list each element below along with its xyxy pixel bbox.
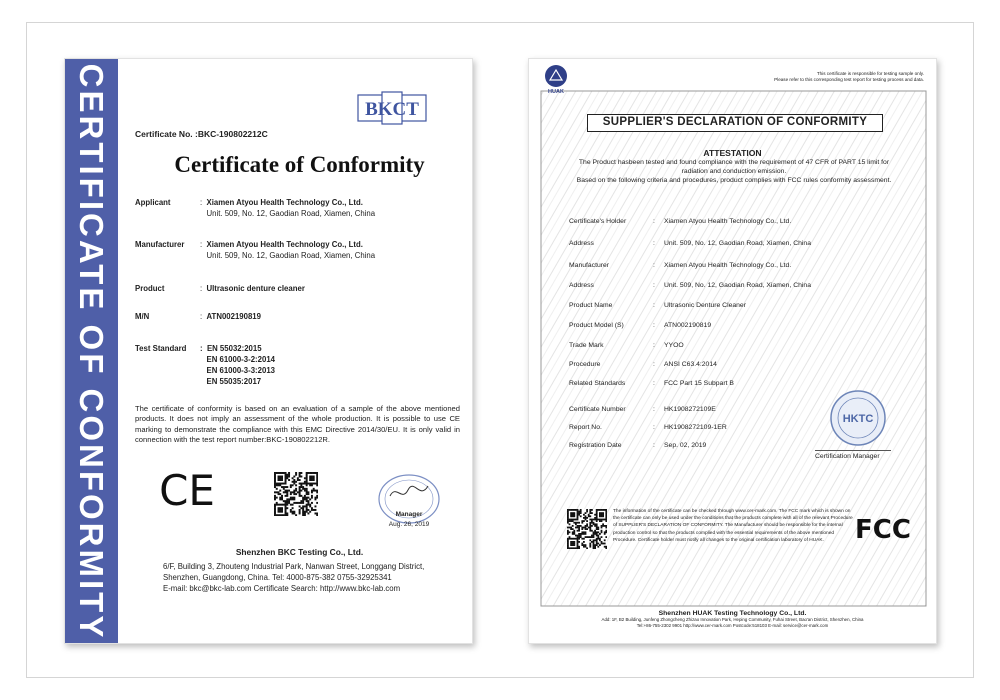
- side-banner-text: CERTIFICATE OF CONFORMITY: [73, 63, 110, 641]
- detail-colon: :: [653, 218, 655, 225]
- bkct-logo: [356, 91, 428, 125]
- detail-value: Unit. 509, No. 12, Gaodian Road, Xiamen, China: [664, 240, 811, 247]
- fcc-certificate: [528, 58, 937, 644]
- model-label: M/N: [135, 312, 150, 321]
- standard-item: EN 61000-3-2:2014: [206, 355, 275, 364]
- manager-signature-seal: [372, 472, 446, 530]
- detail-value: HK1908272109E: [664, 406, 716, 413]
- bkct-logo-text: BKCT: [365, 99, 419, 120]
- manufacturer-label: Manufacturer: [135, 240, 185, 249]
- conformity-statement: The certificate of conformity is based on an evaluation of a sample of the above mentioned products. It does not imply an assessment of the whole production. It is possible to use CE marking to demonstrate the compliance with this EMC Directive 2014/30/EU. It is only valid in connection with the test report number:BKC-190802212R.: [135, 404, 460, 445]
- standard-item: EN 61000-3-3:2013: [206, 366, 275, 375]
- standard-item: EN 55032:2015: [206, 344, 262, 353]
- ce-certificate: CERTIFICATE OF CONFORMITY BKCT Certificate No. :BKC-190802212C Certificate of Conformity Applicant : Xiamen Atyou Health Technology Co., Ltd. Unit. 509, No. 12, Gaodian Road, Xiamen, China Manufacturer : Xiamen Atyou Health Technology Co., Ltd. Unit. 509, No. 12, Gaodian Road, Xiamen, China Product : Ultrasonic denture cleaner M/N : ATN002190819 Test Standard : EN 55032:2015 EN 61000-3-2:2014 EN 61000-3-3:2013 EN 55035:2017 The certificate of conformity is based on an evaluation of a sample of the above mentioned products. It does not imply an assessment of the whole production. It is possible to use CE marking to demonstrate the compliance with this EMC Directive 2014/30/EU. It is only valid in connection with the test report number:BKC-190802212R. CE Manager Aug. 26, 2019 Shenzhen BKC Testing Co., Ltd. 6/F, Building 3, Zhouteng Industrial Park, Nanwan Street, Longgang District, Shenzhen, Guangdong, China. Tel: 4000-875-382 0755-32925341 E-mail: bkc@bkc-lab.com Certificate Search: http://www.bkc-lab.com: [64, 58, 473, 644]
- certificate-number: Certificate No. :BKC-190802212C: [135, 129, 268, 139]
- certification-manager: Certification Manager: [815, 453, 880, 460]
- fcc-mark-note: The information of the certificate can be checked through www.cer-mark.com. The FCC mark which is shown on the certificate can only be used under the conditions that the products complete with all of the relevant Procedure of SUPPLIER'S DECLARATION OF CONFORMITY. The Manufacturer should be responsible for the internal production control so that the products complied with the essential requirements of the above mentioned Procedure. Certificate holder must notify all changes to the original certification laboratory of HUAK.: [613, 509, 853, 543]
- test-standard-label: Test Standard: [135, 344, 187, 353]
- qr-code-icon: [274, 472, 318, 516]
- detail-colon: :: [653, 406, 655, 413]
- detail-colon: :: [653, 240, 655, 247]
- attestation-text: The Product hasbeen tested and found compliance with the requirement of 47 CFR of PART 15 limit for radiation and conduction emission. Based on the following criteria and procedures, product complies with FCC rules conformity assessment.: [576, 159, 892, 185]
- detail-value: ATN002190819: [664, 322, 712, 329]
- certificate-title: Certificate of Conformity: [174, 152, 425, 177]
- hktc-seal-icon: [829, 389, 887, 447]
- signature-date: Aug. 26, 2019: [388, 521, 430, 528]
- bkc-footer: [125, 547, 473, 594]
- fcc-logo-icon: [855, 507, 911, 547]
- model-value: ATN002190819: [206, 312, 261, 321]
- detail-label: Registration Date: [569, 442, 622, 449]
- standard-item: EN 55035:2017: [206, 377, 262, 386]
- huak-footer: [529, 610, 936, 629]
- detail-label: Certificate Number: [569, 406, 626, 413]
- detail-label: Product Model (S): [569, 322, 624, 329]
- detail-label: Related Standards: [569, 380, 626, 387]
- detail-value: Unit. 509, No. 12, Gaodian Road, Xiamen, China: [664, 282, 811, 289]
- detail-value: YYOO: [664, 342, 684, 349]
- detail-colon: :: [653, 361, 655, 368]
- product-label: Product: [135, 284, 165, 293]
- qr-code-icon: [567, 509, 607, 549]
- huak-company-name: Shenzhen HUAK Testing Technology Co., Ltd.: [658, 610, 807, 617]
- huak-contact: Tel:+86-755-2302 9901 http://www.cer-mark.com Postcode:518103 E-mail: service@cer-mark.com: [636, 623, 829, 629]
- detail-label: Manufacturer: [569, 262, 610, 269]
- detail-label: Report No.: [569, 424, 602, 431]
- attestation-heading: ATTESTATION: [703, 148, 762, 158]
- detail-colon: :: [653, 302, 655, 309]
- product-value: Ultrasonic denture cleaner: [206, 284, 305, 293]
- ce-mark-icon: [151, 467, 223, 511]
- detail-colon: :: [653, 282, 655, 289]
- detail-value: HK1908272109-1ER: [664, 424, 727, 431]
- declaration-title: SUPPLIER'S DECLARATION OF CONFORMITY: [587, 114, 883, 132]
- detail-colon: :: [653, 380, 655, 387]
- detail-label: Address: [569, 240, 594, 247]
- detail-colon: :: [653, 342, 655, 349]
- detail-label: Certificate's Holder: [569, 218, 627, 225]
- huak-logo: [541, 63, 571, 95]
- applicant-value: : Xiamen Atyou Health Technology Co., Ltd. Unit. 509, No. 12, Gaodian Road, Xiamen, China: [200, 198, 376, 218]
- manufacturer-address: Unit. 509, No. 12, Gaodian Road, Xiamen, China: [206, 251, 376, 260]
- guilloche-background: [529, 59, 936, 643]
- top-note: This certificate is responsible for testing sample only. Please refer to this corresponding test report for testing process and data.: [774, 71, 924, 82]
- detail-colon: :: [653, 424, 655, 431]
- detail-value: FCC Part 15 Subpart B: [664, 380, 734, 387]
- applicant-address: Unit. 509, No. 12, Gaodian Road, Xiamen, China: [206, 209, 376, 218]
- detail-label: Address: [569, 282, 594, 289]
- bkc-address-1: 6/F, Building 3, Zhouteng Industrial Park, Nanwan Street, Longgang District,: [163, 562, 425, 571]
- manufacturer-value: : Xiamen Atyou Health Technology Co., Ltd. Unit. 509, No. 12, Gaodian Road, Xiamen, China: [200, 240, 376, 260]
- manufacturer-name: Xiamen Atyou Health Technology Co., Ltd.: [206, 240, 363, 249]
- svg-text:FCC: FCC: [855, 515, 911, 545]
- huak-address: Add: 1F, B2 Building, Junfeng Zhongcheng Zhizao Innovation Park, Heping Community, Fuhai Street, Bao'an District, Shenzhen, China: [601, 617, 864, 622]
- svg-text:CE: CE: [159, 467, 215, 511]
- svg-text:HKTC: HKTC: [842, 413, 874, 425]
- detail-label: Product Name: [569, 302, 613, 309]
- detail-colon: :: [653, 442, 655, 449]
- detail-value: Xiamen Atyou Health Technology Co., Ltd.: [664, 218, 792, 225]
- detail-label: Trade Mark: [569, 342, 604, 349]
- signature-line: [815, 450, 891, 451]
- bkc-company-name: Shenzhen BKC Testing Co., Ltd.: [235, 547, 364, 557]
- applicant-label: Applicant: [135, 198, 171, 207]
- detail-value: ANSI C63.4:2014: [664, 361, 717, 368]
- signature-role: Manager: [395, 511, 423, 518]
- detail-colon: :: [653, 322, 655, 329]
- detail-value: Ultrasonic Denture Cleaner: [664, 302, 746, 309]
- applicant-name: Xiamen Atyou Health Technology Co., Ltd.: [206, 198, 363, 207]
- bkc-address-2: Shenzhen, Guangdong, China. Tel: 4000-875-382 0755-32925341: [163, 573, 392, 582]
- huak-logo-text: HUAK: [548, 89, 564, 95]
- detail-value: Xiamen Atyou Health Technology Co., Ltd.: [664, 262, 792, 269]
- detail-value: Sep. 02, 2019: [664, 442, 707, 449]
- side-banner: [65, 59, 118, 643]
- detail-colon: :: [653, 262, 655, 269]
- bkc-contact: E-mail: bkc@bkc-lab.com Certificate Search: http://www.bkc-lab.com: [163, 584, 401, 593]
- detail-label: Procedure: [569, 361, 601, 368]
